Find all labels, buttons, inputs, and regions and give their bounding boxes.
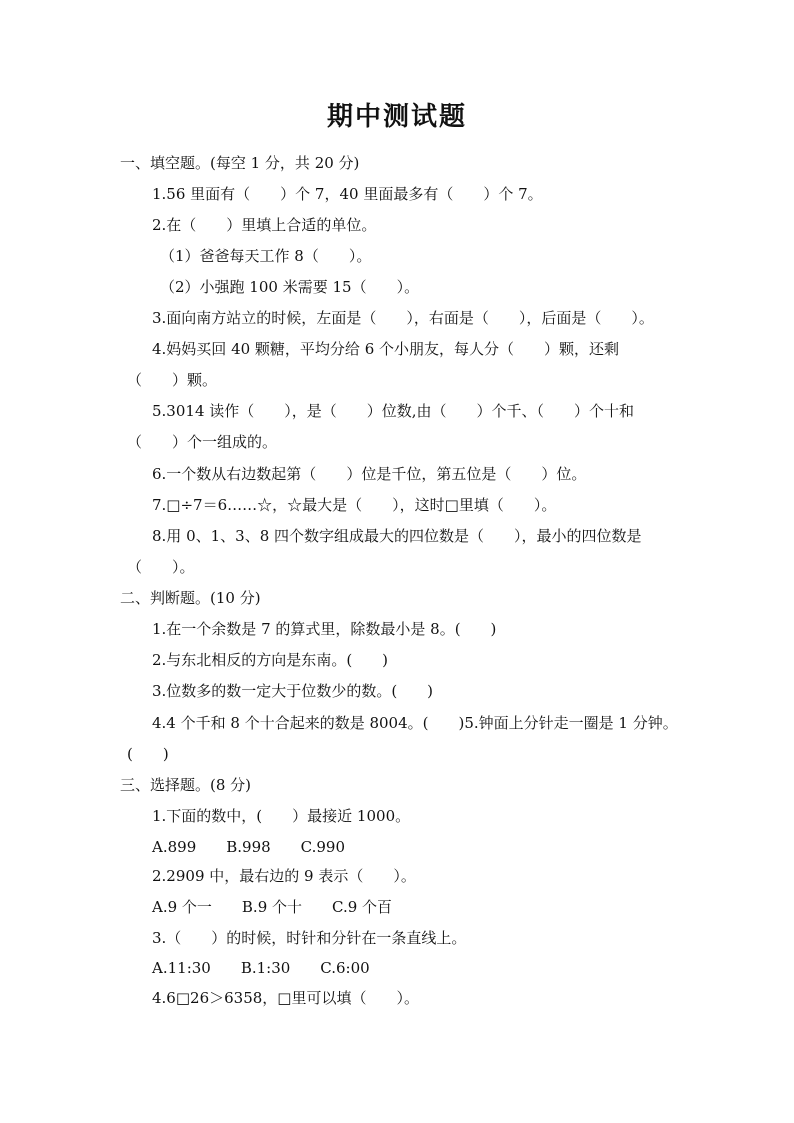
- answer-options: A.11:30 B.1:30 C.6:00: [152, 959, 370, 977]
- section-heading-multiple-choice: 三、选择题。(8 分): [120, 776, 252, 794]
- question-line: 6.一个数从右边数起第（ ）位是千位，第五位是（ ）位。: [152, 465, 587, 483]
- question-line: 3.面向南方站立的时候，左面是（ ），右面是（ ），后面是（ ）。: [152, 309, 654, 327]
- question-line: 2.与东北相反的方向是东南。( ): [152, 651, 389, 669]
- question-continuation: （ ）个一组成的。: [127, 433, 278, 451]
- question-continuation: （ ）颗。: [127, 371, 218, 389]
- question-line: 3.位数多的数一定大于位数少的数。( ): [152, 682, 434, 700]
- question-line: 4.妈妈买回 40 颗糖，平均分给 6 个小朋友，每人分（ ）颗，还剩: [152, 340, 620, 358]
- question-subline: （2）小强跑 100 米需要 15（ ）。: [160, 278, 420, 296]
- question-line: 1.56 里面有（ ）个 7，40 里面最多有（ ）个 7。: [152, 185, 543, 203]
- question-line: 3.（ ）的时候，时针和分针在一条直线上。: [152, 929, 467, 947]
- question-continuation: （ ）。: [127, 558, 195, 576]
- answer-options: A.9 个一 B.9 个十 C.9 个百: [152, 898, 393, 916]
- question-line: 1.下面的数中，( ）最接近 1000。: [152, 807, 411, 825]
- question-line: 5.3014 读作（ ），是（ ）位数,由（ ）个千、（ ）个十和: [152, 402, 635, 420]
- section-heading-true-false: 二、判断题。(10 分): [120, 589, 261, 607]
- question-line: 1.在一个余数是 7 的算式里，除数最小是 8。( ): [152, 620, 497, 638]
- question-line: 2.在（ ）里填上合适的单位。: [152, 216, 377, 234]
- question-line: 4.4 个千和 8 个十合起来的数是 8004。( )5.钟面上分针走一圈是 1 分钟。: [152, 714, 678, 732]
- question-line: 2.2909 中，最右边的 9 表示（ ）。: [152, 867, 416, 885]
- question-line: 4.6□26＞6358，□里可以填（ ）。: [152, 989, 419, 1007]
- answer-options: A.899 B.998 C.990: [152, 838, 345, 856]
- question-line: 8.用 0、1、3、8 四个数字组成最大的四位数是（ ），最小的四位数是: [152, 527, 642, 545]
- page-title: 期中测试题: [326, 102, 467, 132]
- question-line: 7.□÷7＝6……☆，☆最大是（ ），这时□里填（ ）。: [152, 496, 557, 514]
- section-heading-fill-blank: 一、填空题。(每空 1 分，共 20 分): [120, 154, 360, 172]
- question-subline: （1）爸爸每天工作 8（ ）。: [160, 247, 372, 265]
- question-continuation: ( ): [127, 745, 169, 763]
